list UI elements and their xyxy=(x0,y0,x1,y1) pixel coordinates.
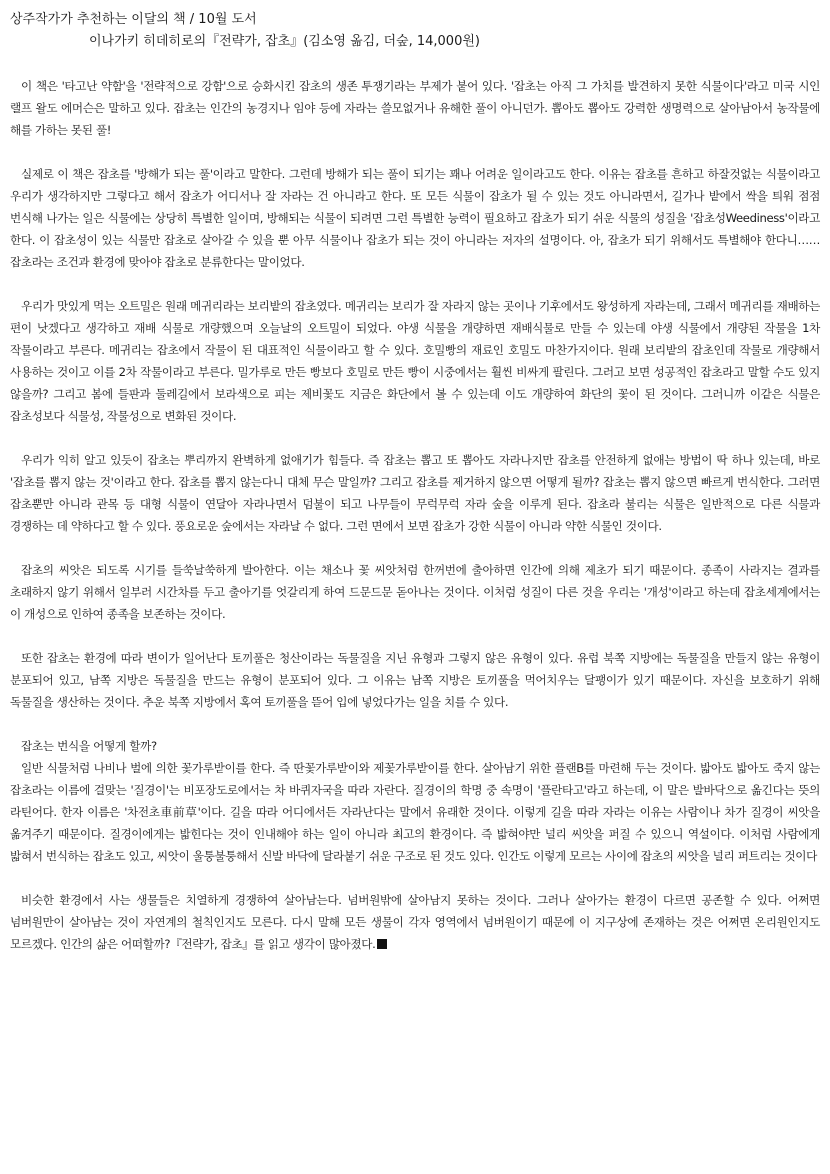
paragraph: 우리가 익히 알고 있듯이 잡초는 뿌리까지 완벽하게 없애기가 힘들다. 즉 잡초는 뽑고 또 뽑아도 자라나지만 잡초를 안전하게 없애는 방법이 딱 하나 있는데, 바로 '잡초를 뽑지 않는 것'이라고 한다. 잡초를 뽑지 않는다니 대체 무슨 말일까? 그리고 잡초를 제거하지 않으면 어떻게 될까? 잡초는 뽑지 않으면 빠르게 번식한다. 그러면 잡초뿐만 아니라 관목 등 대형 식물이 연달아 자라나면서 덤불이 되고 나무들이 무럭무럭 자라 숲을 이루게 된다. 잡초라 불리는 식물은 일반적으로 다른 식물과 경쟁하는 데 약하다고 할 수 있다. 풍요로운 숲에서는 자라날 수 없다. 그런 면에서 보면 잡초가 강한 식물이 아니라 약한 식물인 것이다. xyxy=(10,453,820,533)
closing-text: 비슷한 환경에서 사는 생물들은 치열하게 경쟁하여 살아남는다. 넘버원밖에 살아남지 못하는 것이다. 그러나 살아가는 환경이 다르면 공존할 수 있다. 어쩌면 넘버원만이 살아남는 것이 자연계의 철칙인지도 모른다. 다시 말해 모든 생물이 각자 영역에서 넘버원이기 때문에 이 지구상에 존재하는 것은 어쩌면 온리원인지도 모르겠다. 인간의 삶은 어떠할까?『전략가, 잡초』를 읽고 생각이 많아졌다. xyxy=(10,893,820,951)
book-info-line: 이나가키 히데히로의『전략가, 잡초』(김소영 옮김, 더숲, 14,000원) xyxy=(89,34,480,49)
article-body xyxy=(10,75,820,955)
paragraph: 또한 잡초는 환경에 따라 변이가 일어난다 토끼풀은 청산이라는 독물질을 지닌 유형과 그렇지 않은 유형이 있다. 유럽 북쪽 지방에는 독물질을 만들지 않는 유형이 분포되어 있고, 남쪽 지방은 독물질을 만드는 유형이 분포되어 있다. 그 이유는 남쪽 지방은 토끼풀을 먹어치우는 달팽이가 있기 때문이다. 자신을 보호하기 위해 독물질을 생산하는 것이다. 추운 북쪽 지방에서 혹여 토끼풀을 뜯어 입에 넣었다가는 일을 치를 수 있다. xyxy=(10,651,820,709)
paragraph: 우리가 맛있게 먹는 오트밀은 원래 메귀리라는 보리밭의 잡초였다. 메귀리는 보리가 잘 자라지 않는 곳이나 기후에서도 왕성하게 자라는데, 그래서 메귀리를 재배하는 편이 낫겠다고 생각하고 재배 식물로 개량했으며 오늘날의 오트밀이 되었다. 야생 식물을 개량하면 재배식물로 만들 수 있는데 야생 식물에서 개량된 작물을 1차 작물이라고 부른다. 메귀리는 잡초에서 작물이 된 대표적인 식물이라고 할 수 있다. 호밀빵의 재료인 호밀도 마찬가지이다. 원래 보리밭의 잡초인데 작물로 개량해서 사용하는 것이고 이를 2차 작물이라고 부른다. 밀가루로 만든 빵보다 호밀로 만든 빵이 시중에서는 훨씬 비싸게 팔린다. 그러고 보면 성공적인 잡초라고 말할 수도 있지 않을까? 그리고 봄에 들판과 둘레길에서 보라색으로 피는 제비꽃도 지금은 화단에서 볼 수 있는데 이도 개량하여 화단의 꽃이 된 것이다. 그러니까 이같은 식물은 잡초성보다 식물성, 작물성으로 변화된 것이다. xyxy=(10,299,820,423)
end-mark-icon xyxy=(377,939,387,949)
paragraph: 잡초의 씨앗은 되도록 시기를 들쑥날쑥하게 발아한다. 이는 채소나 꽃 씨앗처럼 한꺼번에 출아하면 인간에 의해 제초가 되기 때문이다. 종족이 사라지는 결과를 초래하지 않기 위해서 일부러 시간차를 두고 출아기를 엇갈리게 하여 드문드문 돋아나는 것이다. 이처럼 성질이 다른 것을 우리는 '개성'이라고 하는데 잡초세계에서는 이 개성으로 인하여 종족을 보존하는 것이다. xyxy=(10,563,820,621)
closing-paragraph xyxy=(10,889,820,955)
paragraph: 실제로 이 책은 잡초를 '방해가 되는 풀'이라고 말한다. 그런데 방해가 되는 풀이 되기는 꽤나 어려운 일이라고도 한다. 이유는 잡초를 흔하고 하잘것없는 식물이라고 우리가 생각하지만 그렇다고 해서 잡초가 어디서나 잘 자라는 건 아니라고 한다. 또 모든 식물이 잡초가 될 수 있는 것도 아니라면서, 길가나 밭에서 싹을 틔워 점점 번식해 나가는 일은 식물에는 상당히 특별한 일이며, 방해되는 식물이 되려면 그런 특별한 능력이 필요하고 잡초가 되기 쉬운 식물의 성질을 '잡초성Weediness'이라고 한다. 이 잡초성이 있는 식물만 잡초로 살아갈 수 있을 뿐 아무 식물이나 잡초가 되는 것이 아니라는 저자의 설명이다. 아, 잡초가 되기 위해서도 특별해야 한다니…… 잡초라는 조건과 환경에 맞아야 잡초로 분류한다는 말이었다. xyxy=(10,167,820,269)
section-heading: 잡초는 번식을 어떻게 할까? xyxy=(21,739,157,753)
paragraph: 이 책은 '타고난 약함'을 '전략적으로 강함'으로 승화시킨 잡초의 생존 투쟁기라는 부제가 붙어 있다. '잡초는 아직 그 가치를 발견하지 못한 식물이다'라고 미국 시인 랠프 왈도 에머슨은 말하고 있다. 잡초는 인간의 농경지나 임야 등에 자라는 쓸모없거나 유해한 풀이 아니던가. 뽑아도 뽑아도 강력한 생명력으로 살아남아서 농작물에 해를 가하는 못된 풀! xyxy=(10,79,820,137)
section-paragraph: 일반 식물처럼 나비나 벌에 의한 꽃가루받이를 한다. 즉 딴꽃가루받이와 제꽃가루받이를 한다. 살아남기 위한 플랜B를 마련해 두는 것이다. 밟아도 밟아도 죽지 않는 잡초라는 이름에 걸맞는 '질경이'는 비포장도로에서는 차 바퀴자국을 따라 자란다. 질경이의 학명 중 속명이 '플란타고'라고 하는데, 이 말은 발바닥으로 옮긴다는 뜻의 라틴어다. 한자 이름은 '차전초車前草'이다. 길을 따라 어디에서든 자라난다는 말에서 유래한 것이다. 이렇게 길을 따라 자라는 이유는 사람이나 차가 질경이 씨앗을 옮겨주기 때문이다. 질경이에게는 밟힌다는 것이 인내해야 하는 일이 아니라 최고의 환경이다. 즉 밟혀야만 널리 씨앗을 퍼질 수 있으니 역설이다. 이처럼 사람에게 밟혀서 번식하는 잡초도 있고, 씨앗이 울퉁불퉁해서 신발 바닥에 달라붙기 쉬운 구조로 된 것도 있다. 인간도 이렇게 모르는 사이에 잡초의 씨앗을 널리 퍼트리는 것이다 xyxy=(10,761,820,863)
column-title: 상주작가가 추천하는 이달의 책 / 10월 도서 xyxy=(10,12,257,27)
